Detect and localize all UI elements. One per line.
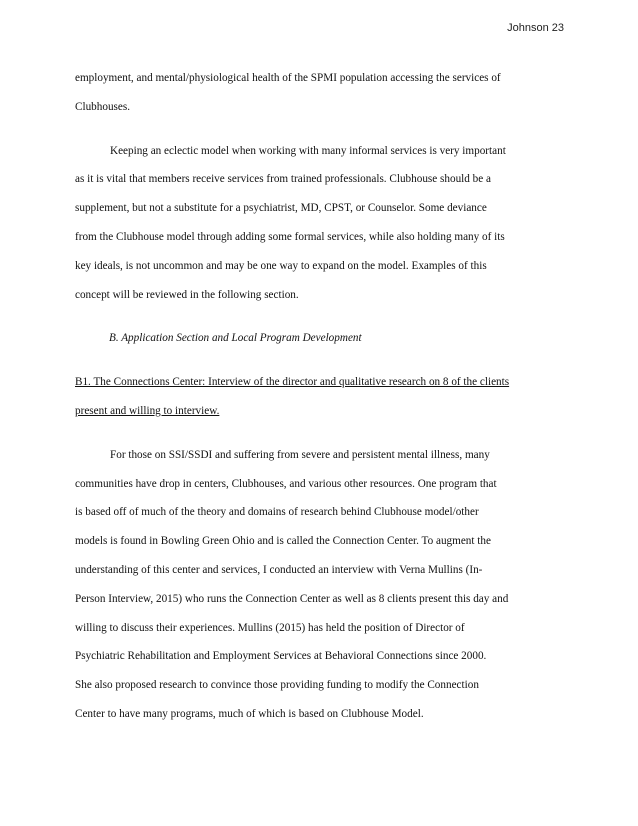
text-line: Person Interview, 2015) who runs the Connection Center as well as 8 clients present this day and: [75, 592, 509, 605]
text-line: from the Clubhouse model through adding some formal services, while also holding many of its: [75, 230, 505, 243]
text-line: concept will be reviewed in the following section.: [75, 288, 299, 301]
subheading-line: B1. The Connections Center: Interview of the director and qualitative research on 8 of the clients: [75, 376, 510, 389]
subheading-line: present and willing to interview.: [75, 404, 220, 417]
text-line: understanding of this center and services, I conducted an interview with Verna Mullins (In-: [75, 563, 483, 576]
section-heading: B. Application Section and Local Program Development: [109, 332, 362, 345]
subheading: [75, 368, 563, 426]
text-line: employment, and mental/physiological health of the SPMI population accessing the services of: [75, 72, 501, 84]
text-line: For those on SSI/SSDI and suffering from severe and persistent mental illness, many: [110, 448, 490, 461]
paragraph-3: [75, 441, 563, 729]
text-line: is based off of much of the theory and domains of research behind Clubhouse model/other: [75, 506, 479, 519]
page-header: Johnson 23: [507, 22, 564, 34]
text-line: as it is vital that members receive services from trained professionals. Clubhouse should be a: [75, 173, 492, 186]
text-line: Keeping an eclectic model when working with many informal services is very important: [110, 144, 506, 157]
text-line: key ideals, is not uncommon and may be one way to expand on the model. Examples of this: [75, 259, 487, 272]
text-line: willing to discuss their experiences. Mullins (2015) has held the position of Director of: [75, 621, 465, 634]
text-line: Center to have many programs, much of which is based on Clubhouse Model.: [75, 707, 424, 720]
text-line: Psychiatric Rehabilitation and Employment Services at Behavioral Connections since 2000.: [75, 650, 487, 663]
text-line: supplement, but not a substitute for a psychiatrist, MD, CPST, or Counselor. Some deviance: [75, 202, 487, 215]
paragraph-1: [75, 64, 563, 122]
text-line: models is found in Bowling Green Ohio and is called the Connection Center. To augment the: [75, 535, 491, 548]
text-line: Clubhouses.: [75, 100, 131, 113]
document-body: [75, 64, 563, 729]
text-line: communities have drop in centers, Clubhouses, and various other resources. One program that: [75, 477, 497, 490]
text-line: She also proposed research to convince those providing funding to modify the Connection: [75, 679, 479, 692]
paragraph-2: [75, 137, 563, 310]
